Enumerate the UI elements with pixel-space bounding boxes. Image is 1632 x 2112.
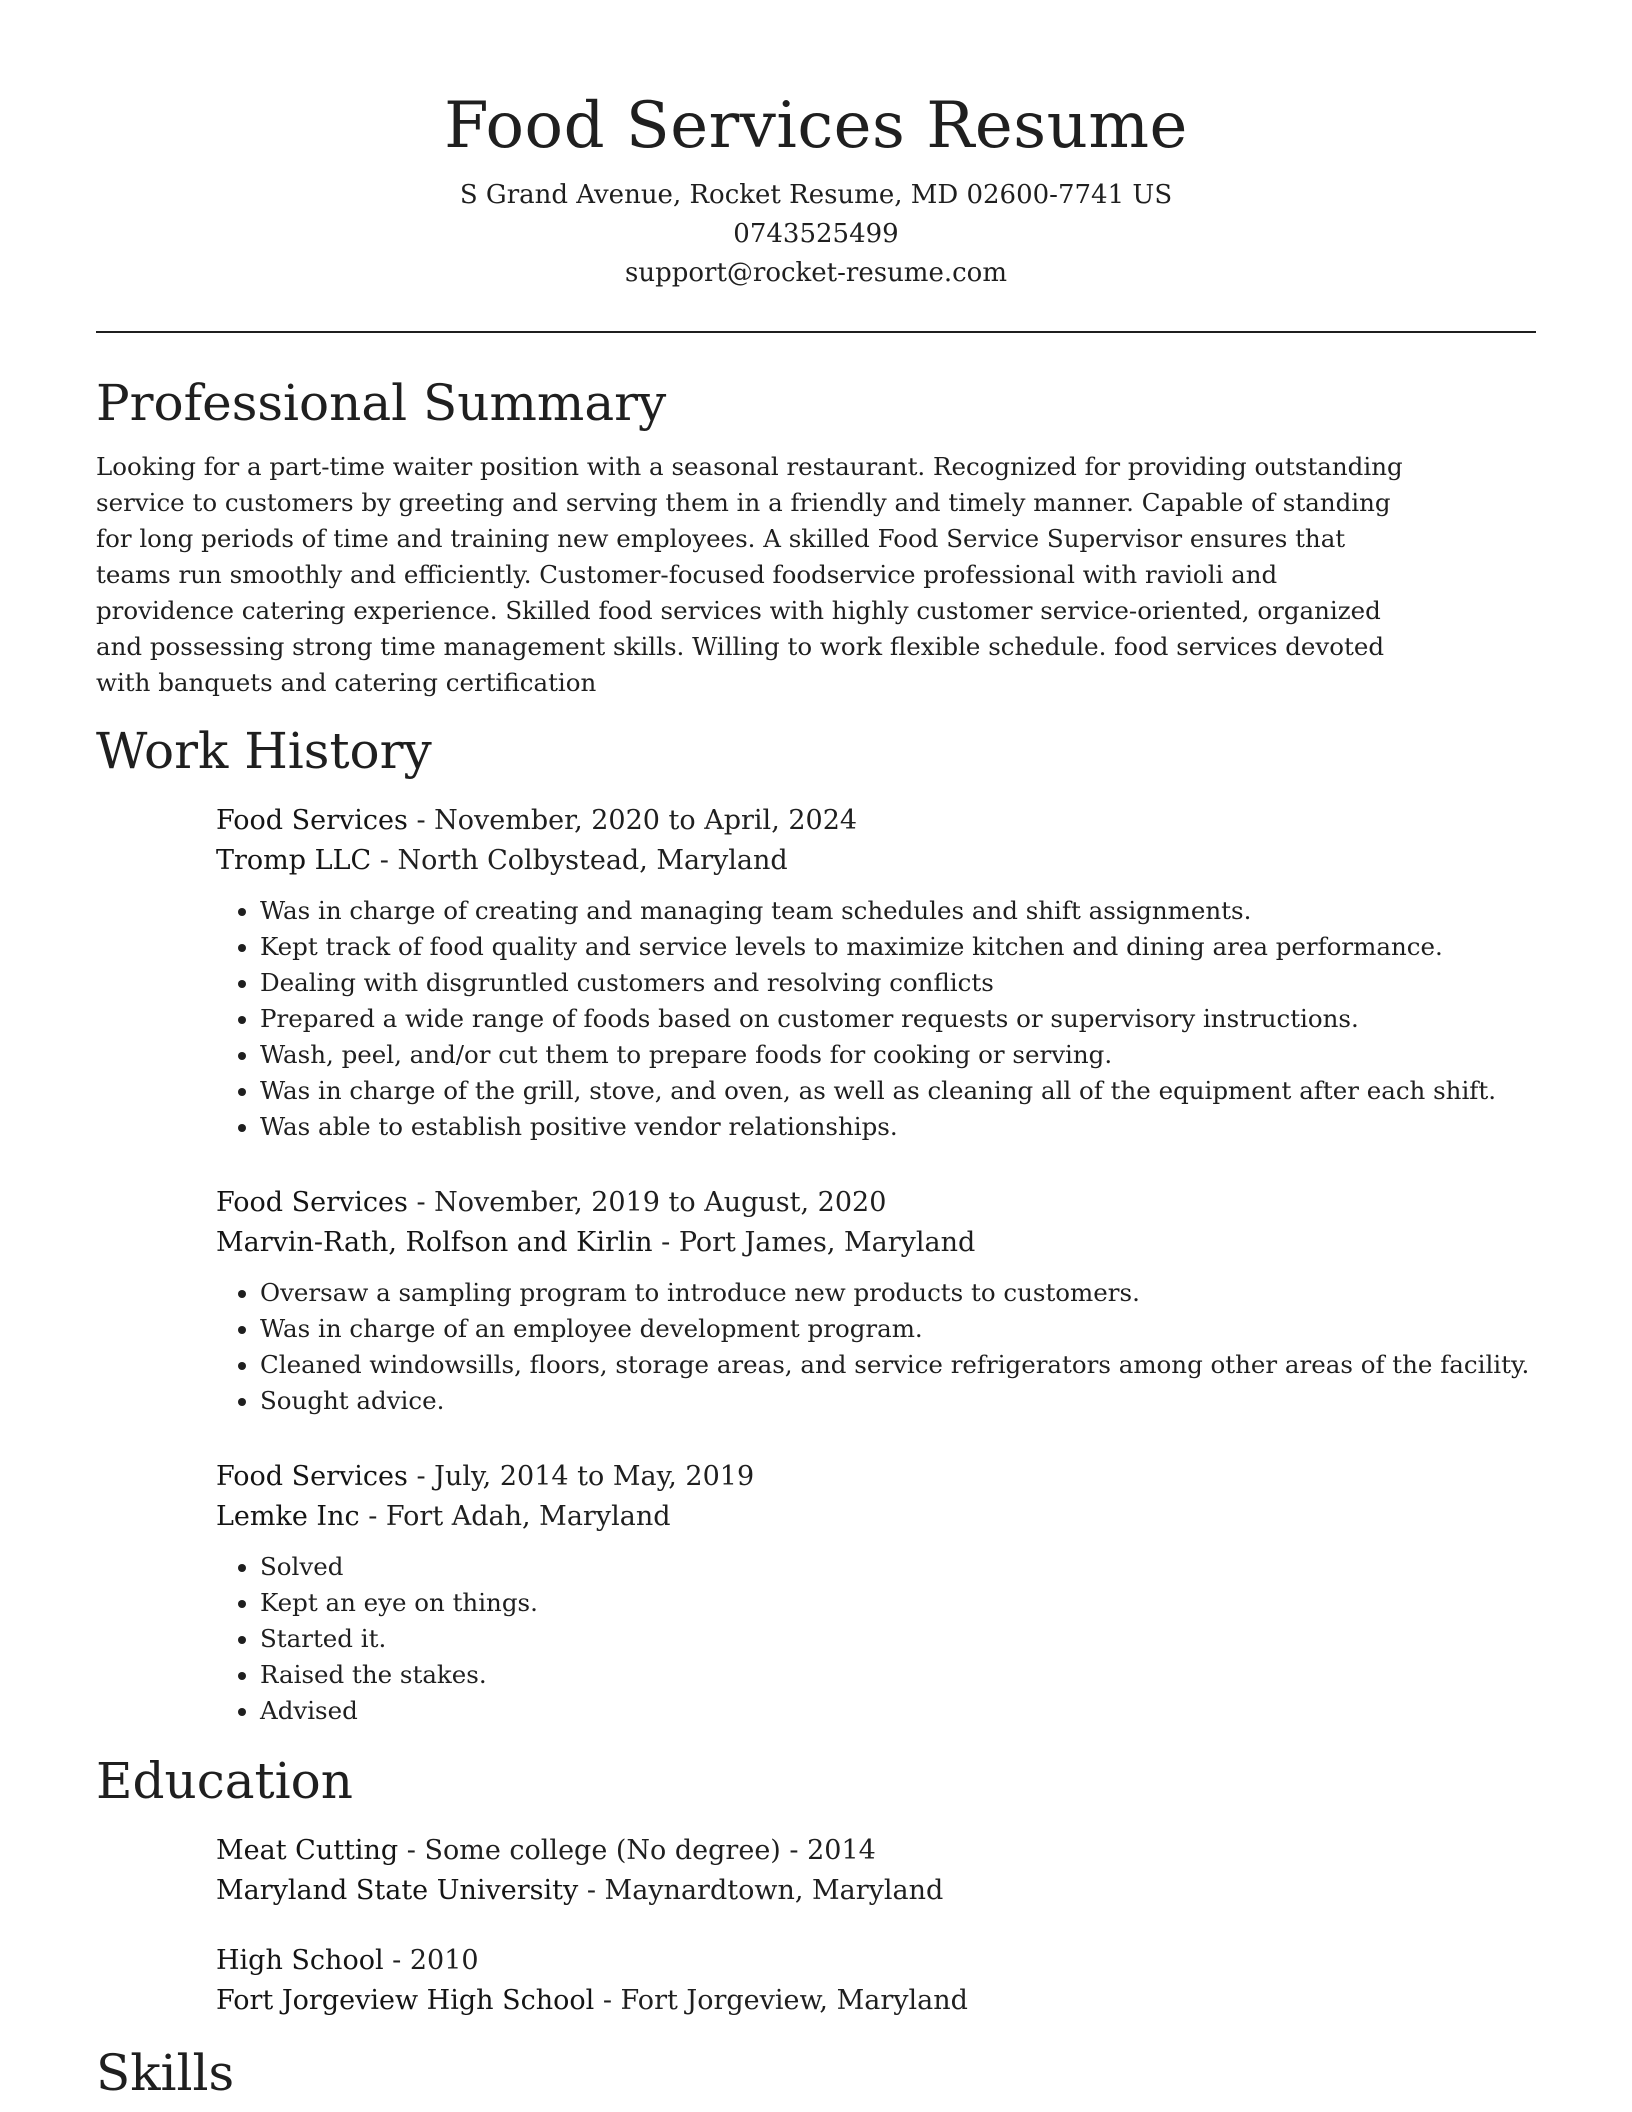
job-bullet-list bbox=[216, 1275, 1536, 1419]
job-entry bbox=[216, 1457, 1536, 1729]
job-bullet: • Kept track of food quality and service levels to maximize kitchen and dining area performance. bbox=[260, 929, 1536, 965]
education-degree-line bbox=[216, 1831, 1536, 1871]
job-bullet: • Wash, peel, and/or cut them to prepare foods for cooking or serving. bbox=[260, 1037, 1536, 1073]
job-bullet: • Prepared a wide range of foods based on customer requests or supervisory instructions. bbox=[260, 1001, 1536, 1037]
section-title-skills: Skills bbox=[96, 2044, 235, 2102]
job-role: Food Services bbox=[216, 805, 408, 836]
job-bullet: • Was able to establish positive vendor relationships. bbox=[260, 1109, 1536, 1145]
job-entry bbox=[216, 1183, 1536, 1419]
education-location: - Fort Jorgeview, Maryland bbox=[594, 1985, 968, 2016]
job-bullet: • Solved bbox=[260, 1549, 1536, 1585]
job-dates: - November, 2019 to August, 2020 bbox=[407, 1187, 887, 1218]
job-dates: - November, 2020 to April, 2024 bbox=[407, 805, 858, 836]
education-degree-line bbox=[216, 1941, 1536, 1981]
summary-text: Looking for a part-time waiter position with a seasonal restaurant. Recognized for providing outstanding service to customers by greeting and serving them in a friendly and timely manner. Capable of standing for long periods of time and training new employees. A skilled Food Service Supervisor ensures that teams run smoothly and efficiently. Customer-focused foodservice professional with ravioli and providence catering experience. Skilled food services with highly customer service-oriented, organized and possessing strong time management skills. Willing to work flexible schedule. food services devoted with banquets and catering certification bbox=[96, 452, 1403, 697]
education-entry bbox=[216, 1831, 1536, 1911]
job-company: Tromp LLC bbox=[216, 845, 372, 876]
education-school: Fort Jorgeview High School bbox=[216, 1985, 595, 2016]
resume-header bbox=[96, 0, 1536, 293]
job-company: Lemke Inc bbox=[216, 1501, 360, 1532]
education-field: High School bbox=[216, 1945, 384, 1976]
job-entry bbox=[216, 801, 1536, 1145]
job-title-line bbox=[216, 1457, 1536, 1497]
job-company-line bbox=[216, 1497, 1536, 1537]
job-bullet: • Cleaned windowsills, floors, storage areas, and service refrigerators among other areas of the facility. bbox=[260, 1347, 1536, 1383]
job-bullet: • Dealing with disgruntled customers and resolving conflicts bbox=[260, 965, 1536, 1001]
education-school-line bbox=[216, 1981, 1536, 2021]
section-title-summary: Professional Summary bbox=[96, 374, 667, 432]
job-company: Marvin-Rath, Rolfson and Kirlin bbox=[216, 1227, 653, 1258]
education-field: Meat Cutting bbox=[216, 1835, 399, 1866]
job-company-line bbox=[216, 1223, 1536, 1263]
contact-email: support@rocket-resume.com bbox=[624, 258, 1007, 288]
job-role: Food Services bbox=[216, 1461, 408, 1492]
education-school-line bbox=[216, 1871, 1536, 1911]
job-title-line bbox=[216, 801, 1536, 841]
job-title-line bbox=[216, 1183, 1536, 1223]
job-location: - Port James, Maryland bbox=[652, 1227, 976, 1258]
education-school: Maryland State University bbox=[216, 1875, 579, 1906]
education-degree: - Some college (No degree) - 2014 bbox=[398, 1835, 876, 1866]
section-title-work-history: Work History bbox=[96, 722, 432, 780]
contact-address: S Grand Avenue, Rocket Resume, MD 02600-7741 US bbox=[459, 180, 1173, 210]
job-bullet: • Started it. bbox=[260, 1621, 1536, 1657]
contact-phone: 0743525499 bbox=[733, 219, 899, 249]
job-role: Food Services bbox=[216, 1187, 408, 1218]
job-bullet: • Sought advice. bbox=[260, 1383, 1536, 1419]
job-location: - North Colbystead, Maryland bbox=[371, 845, 788, 876]
job-bullet-list bbox=[216, 893, 1536, 1145]
job-bullet-list bbox=[216, 1549, 1536, 1729]
job-location: - Fort Adah, Maryland bbox=[359, 1501, 671, 1532]
job-dates: - July, 2014 to May, 2019 bbox=[407, 1461, 755, 1492]
resume-page bbox=[96, 0, 1536, 2103]
job-bullet: • Was in charge of an employee development program. bbox=[260, 1311, 1536, 1347]
header-divider bbox=[96, 331, 1536, 333]
resume-title: Food Services Resume bbox=[444, 89, 1188, 163]
job-bullet: • Oversaw a sampling program to introduce new products to customers. bbox=[260, 1275, 1536, 1311]
job-bullet: • Kept an eye on things. bbox=[260, 1585, 1536, 1621]
job-bullet: • Was in charge of creating and managing team schedules and shift assignments. bbox=[260, 893, 1536, 929]
education-degree: - 2010 bbox=[383, 1945, 479, 1976]
job-company-line bbox=[216, 841, 1536, 881]
job-bullet: • Was in charge of the grill, stove, and oven, as well as cleaning all of the equipment after each shift. bbox=[260, 1073, 1536, 1109]
education-entry bbox=[216, 1941, 1536, 2021]
job-bullet: • Raised the stakes. bbox=[260, 1657, 1536, 1693]
education-location: - Maynardtown, Maryland bbox=[578, 1875, 944, 1906]
job-bullet: • Advised bbox=[260, 1693, 1536, 1729]
section-title-education: Education bbox=[96, 1752, 353, 1810]
